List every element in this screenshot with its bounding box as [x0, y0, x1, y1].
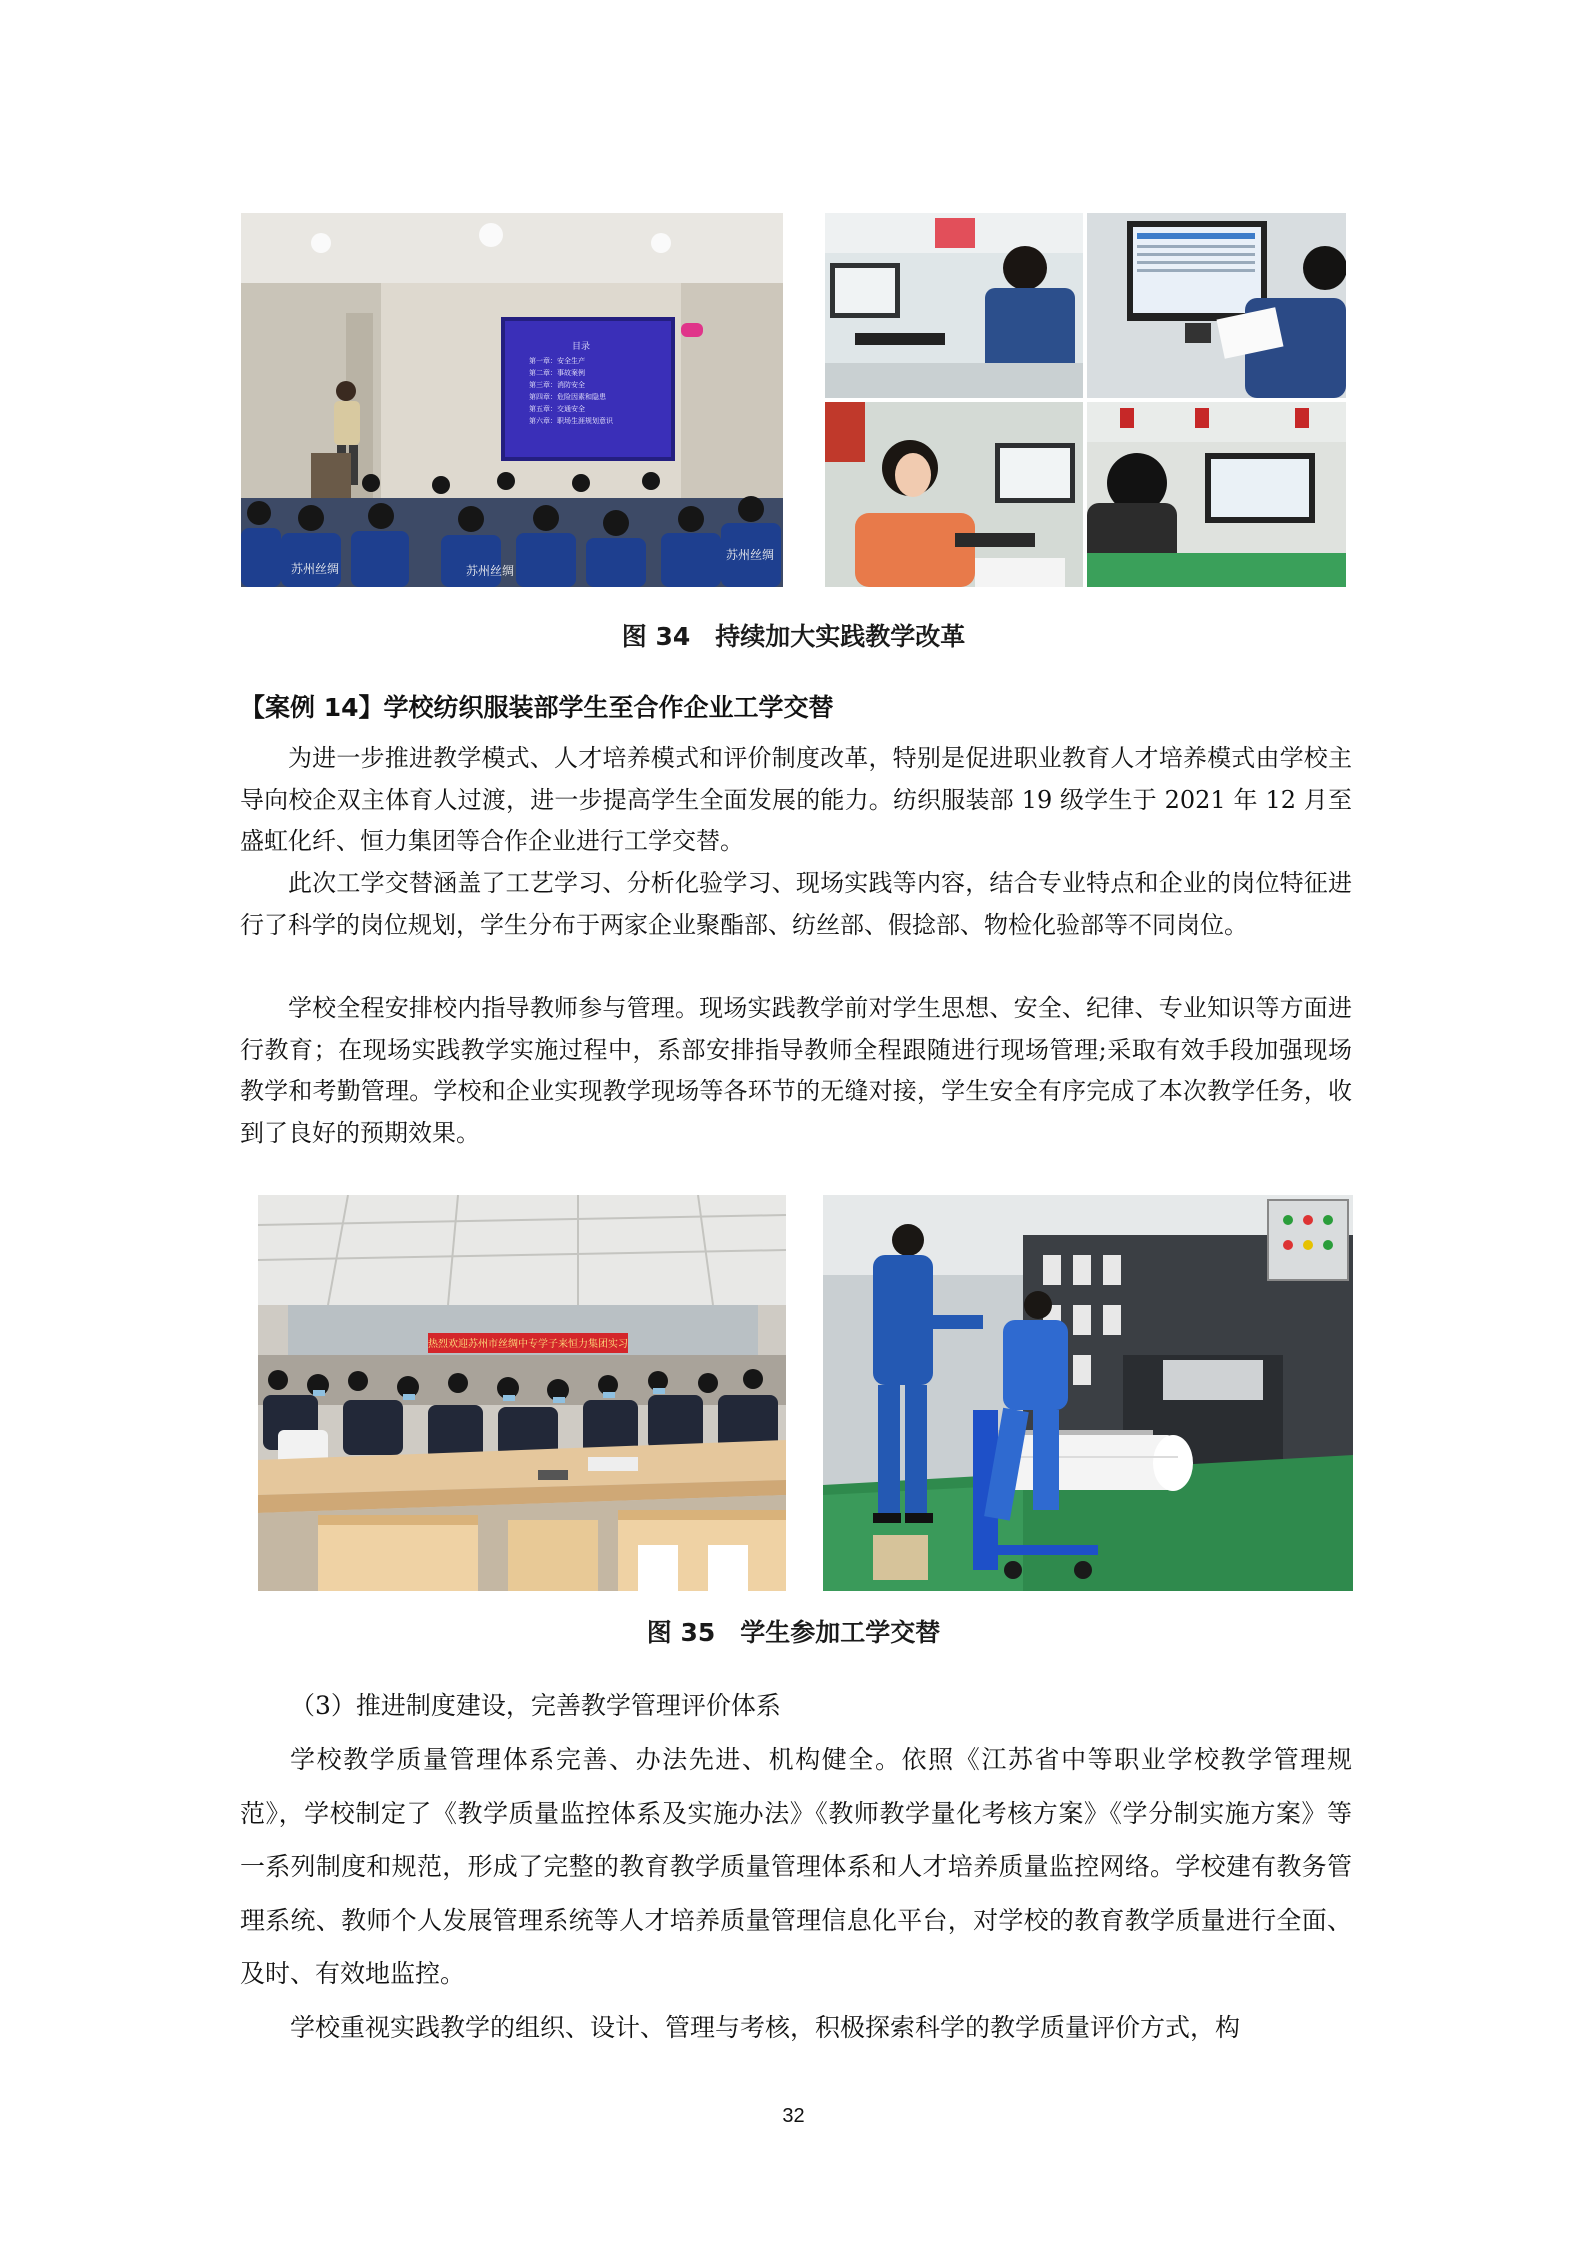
slide-item: 第一章：安全生产: [529, 357, 585, 365]
factory-spool-photo: [823, 1195, 1353, 1591]
computer-training-collage: [825, 213, 1346, 587]
classroom-lecture-photo: [241, 213, 783, 587]
page-number: 32: [782, 2105, 805, 2127]
figure-34-caption: 图 34 持续加大实践教学改革: [621, 622, 966, 651]
section-3-heading: （3）推进制度建设，完善教学管理评价体系: [290, 1691, 781, 1720]
figure-35-caption: 图 35 学生参加工学交替: [646, 1618, 941, 1647]
slide-item: 第四章：危险因素和隐患: [529, 393, 606, 401]
slide-heading: 目录: [571, 342, 591, 352]
section-3-paragraph: 学校重视实践教学的组织、设计、管理与考核，积极探索科学的教学质量评价方式，构: [290, 2013, 1241, 2042]
slide-item: 第六章：职场生涯规划意识: [529, 417, 613, 425]
shirt-text: 苏州丝绸: [726, 548, 775, 562]
welcome-banner-text: 热烈欢迎苏州市丝绸中专学子来恒力集团实习: [428, 1339, 628, 1350]
slide-item: 第二章：事故案例: [529, 369, 585, 377]
case-14-heading: 【案例 14】学校纺织服装部学生至合作企业工学交替: [240, 693, 834, 722]
case-14-paragraph: 此次工学交替涵盖了工艺学习、分析化验学习、现场实践等内容，结合专业特点和企业的岗位特征进行了科学的岗位规划，学生分布于两家企业聚酯部、纺丝部、假捻部、物检化验部等不同岗位。: [240, 869, 1352, 939]
shirt-text: 苏州丝绸: [466, 564, 515, 578]
case-14-paragraph: 学校全程安排校内指导教师参与管理。现场实践教学前对学生思想、安全、纪律、专业知识等方面进行教育；在现场实践教学实施过程中，系部安排指导教师全程跟随进行现场管理;采取有效手段加强现场教学和考勤管理。学校和企业实现教学现场等各环节的无缝对接，学生安全有序完成了本次教学任务，收到了良好的预期效果。: [240, 994, 1352, 1147]
slide-item: 第五章：交通安全: [529, 405, 585, 413]
shirt-text: 苏州丝绸: [291, 562, 340, 576]
slide-item: 第三章：消防安全: [529, 381, 585, 389]
case-14-paragraph: 为进一步推进教学模式、人才培养模式和评价制度改革，特别是促进职业教育人才培养模式由学校主导向校企双主体育人过渡，进一步提高学生全面发展的能力。纺织服装部 19 级学生于 2021 年 12 月至盛虹化纤、恒力集团等合作企业进行工学交替。: [240, 744, 1352, 855]
section-3-paragraph: 学校教学质量管理体系完善、办法先进、机构健全。依照《江苏省中等职业学校教学管理规范》，学校制定了《教学质量监控体系及实施办法》《教师教学量化考核方案》《学分制实施方案》等一系列制度和规范，形成了完整的教育教学质量管理体系和人才培养质量监控网络。学校建有教务管理系统、教师个人发展管理系统等人才培养质量管理信息化平台，对学校的教育教学质量进行全面、及时、有效地监控。: [240, 1745, 1352, 1988]
training-room-photo: [258, 1195, 786, 1591]
